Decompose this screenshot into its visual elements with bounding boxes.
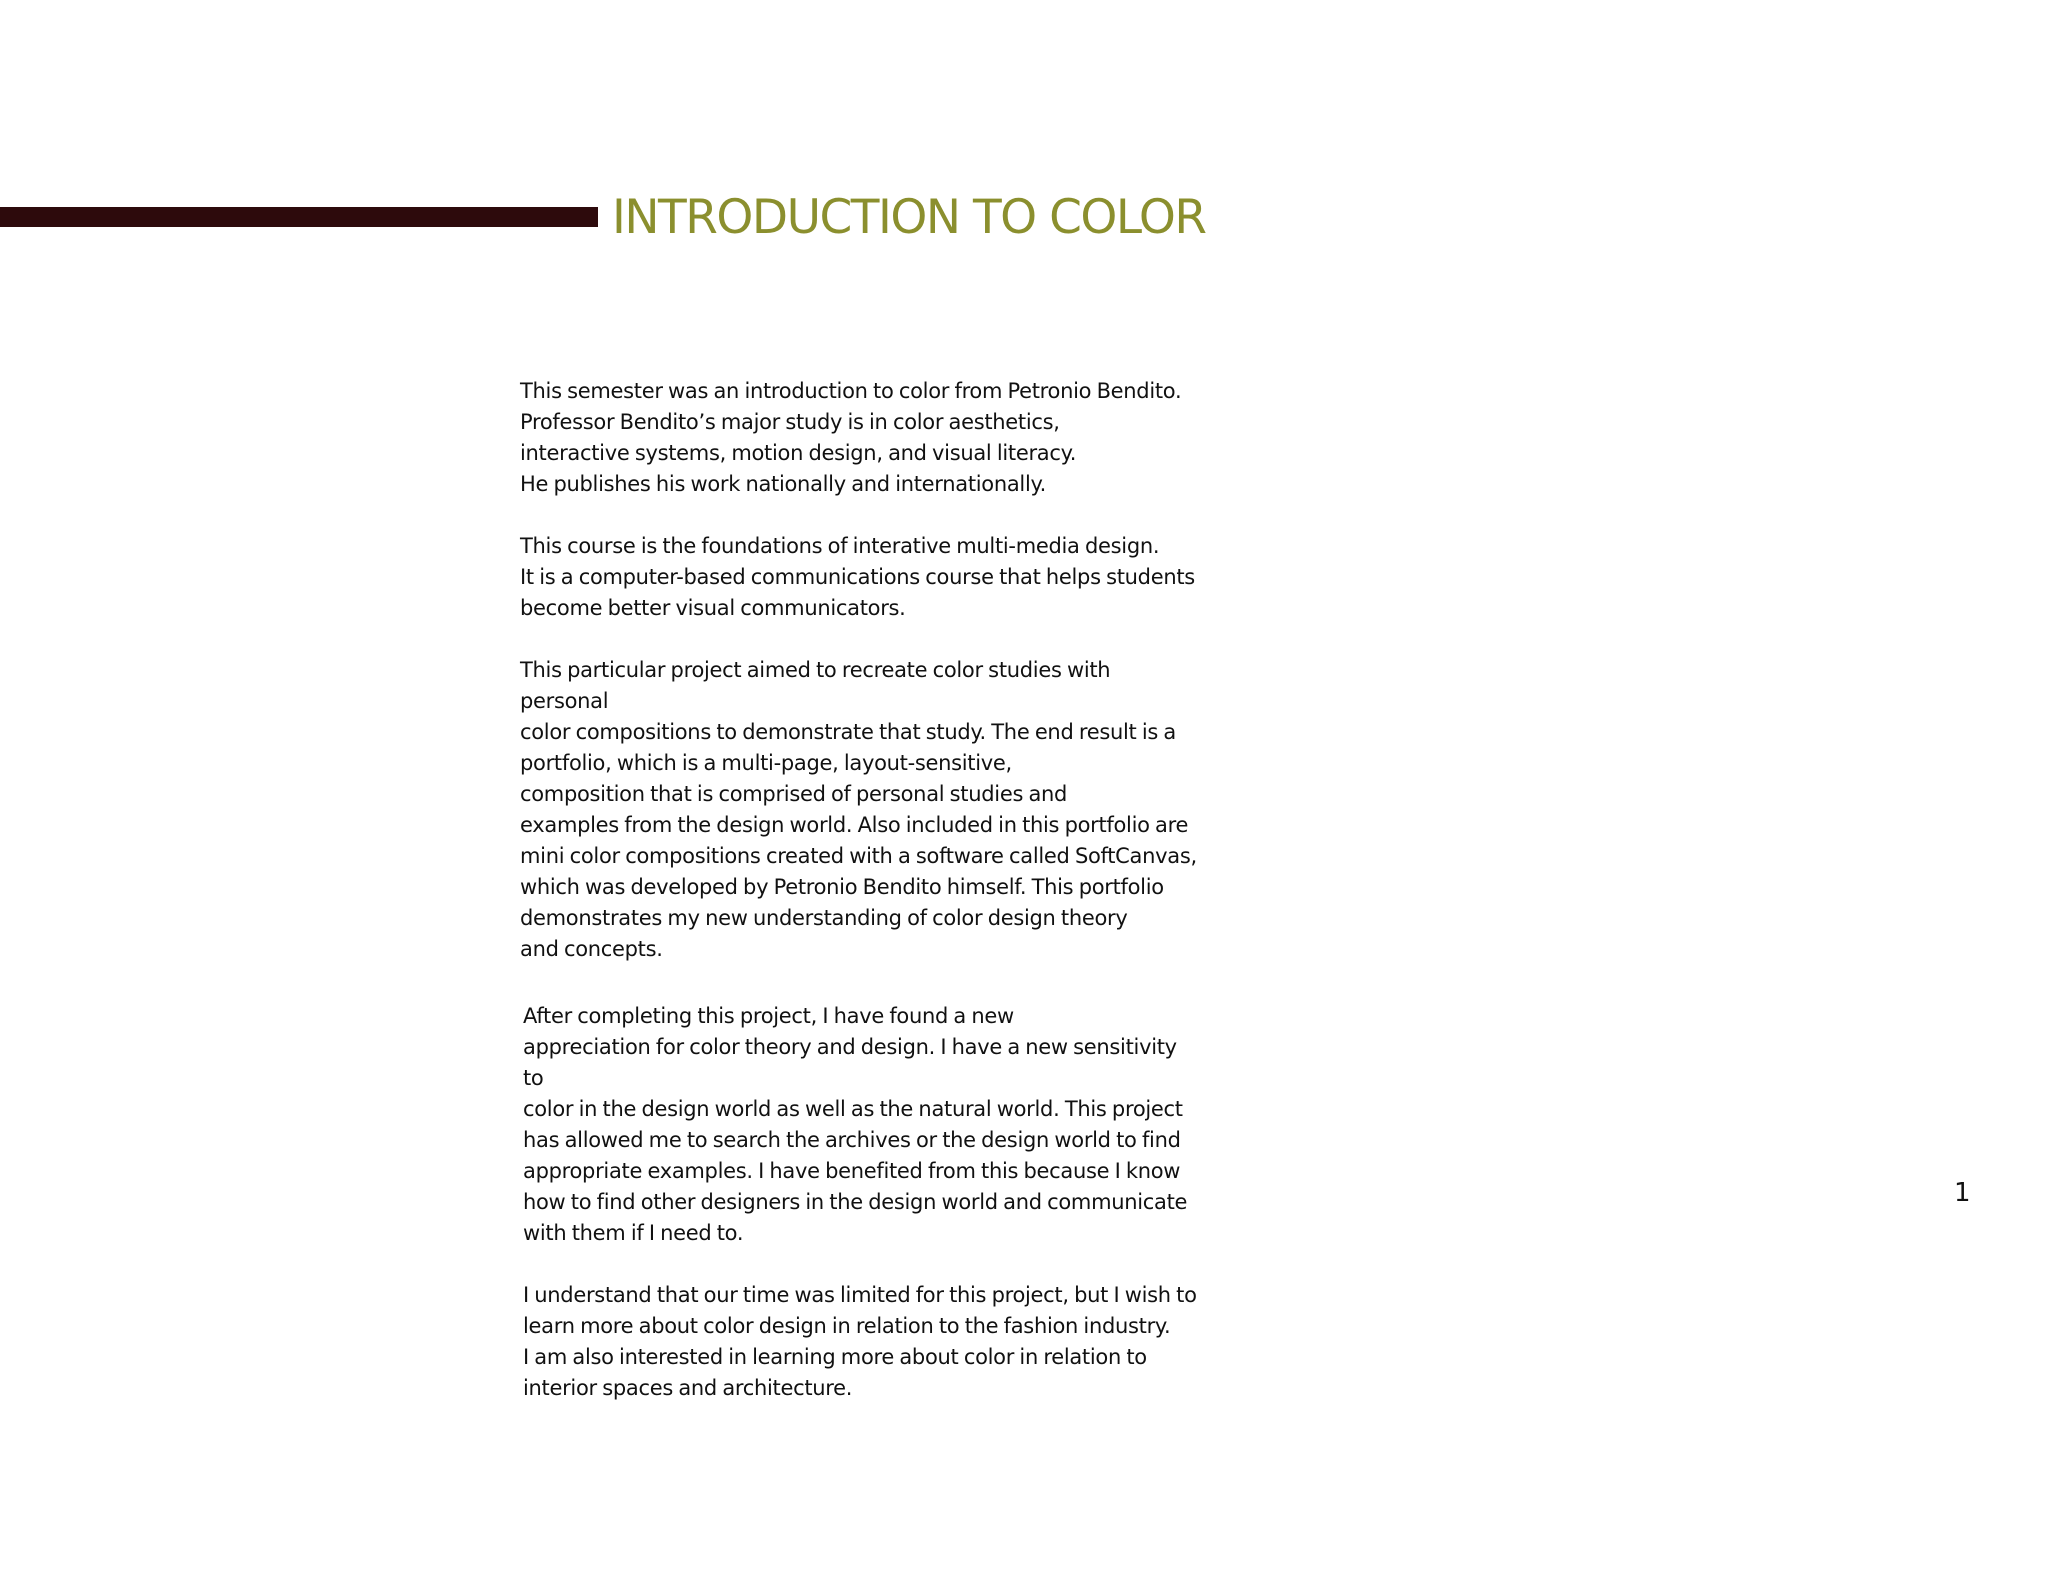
paragraph-future: I understand that our time was limited for this project, but I wish to learn more about color design in relation to the fashion industry. I am also interested in learning more about color in relation to interior spaces and architecture.: [523, 1283, 1197, 1400]
paragraph-project: This particular project aimed to recreate color studies with personal color compositions to demonstrate that study. The end result is a portfolio, which is a multi-page, layout-sensitive, composition that is comprised of personal studies and examples from the design world. Also included in this portfolio are mini color compositions created with a software called SoftCanvas, which was developed by Petronio Bendito himself. This portfolio demonstrates my new understanding of color design theory and concepts.: [520, 658, 1197, 961]
paragraph-reflection: After completing this project, I have found a new appreciation for color theory and design. I have a new sensitivity to color in the design world as well as the natural world. This project has allowed me to search the archives or the design world to find appropriate examples. I have benefited from this because I know how to find other designers in the design world and communicate with them if I need to.: [523, 1004, 1188, 1245]
page-number: 1: [1954, 1178, 1971, 1208]
body-text: [520, 376, 1200, 1404]
paragraph-course: This course is the foundations of interative multi-media design. It is a computer-based communications course that helps students become better visual communicators.: [520, 534, 1195, 620]
header-rule: [0, 207, 598, 227]
paragraph-intro: This semester was an introduction to color from Petronio Bendito. Professor Bendito’s major study is in color aesthetics, interactive systems, motion design, and visual literacy. He publishes his work nationally and internationally.: [520, 379, 1182, 496]
page-title: INTRODUCTION TO COLOR: [612, 190, 1206, 245]
